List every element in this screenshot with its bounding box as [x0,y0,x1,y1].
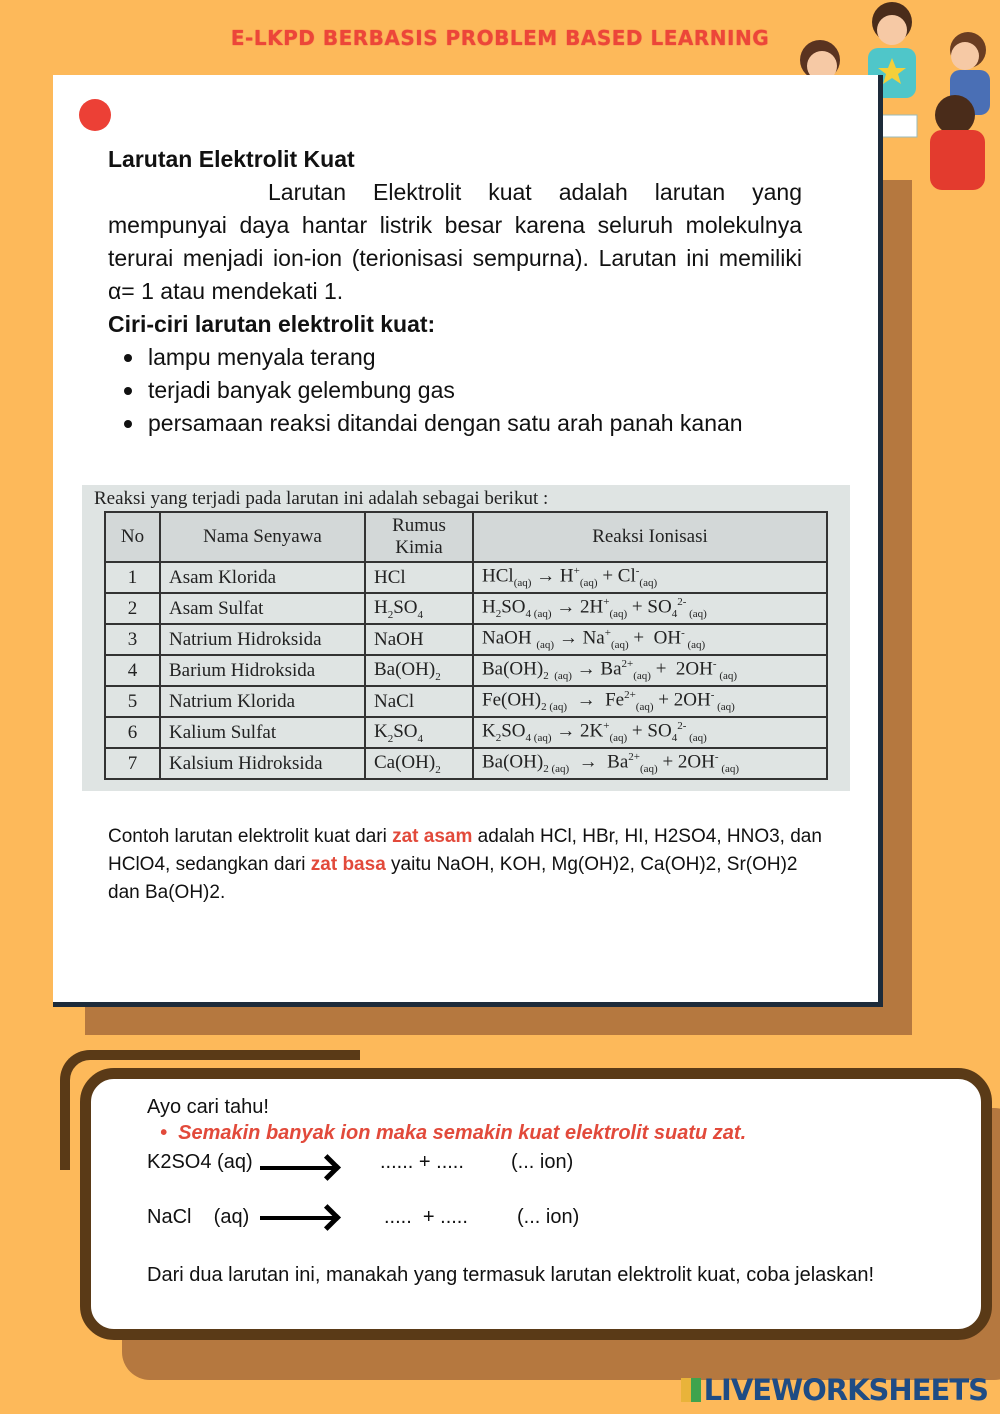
formula-part: 2 [387,608,394,621]
compound-name: Barium Hidroksida [160,655,365,686]
examples-paragraph [108,823,828,907]
features-title: Ciri-ciri larutan elektrolit kuat: [108,311,436,337]
formula-part: (aq) [633,670,651,683]
formula-part: SO [393,720,418,742]
formula-part: (aq) [716,670,738,683]
formula-part: 4 [671,608,678,621]
compound-name: Natrium Klorida [160,686,365,717]
formula-part: NaOH [482,627,537,649]
formula-part: → H [531,565,574,587]
red-dot-decoration [79,99,111,131]
header-reaction: Reaksi Ionisasi [473,512,827,562]
table-row [105,593,827,624]
features-list [122,341,802,440]
liveworksheets-logo [681,1373,988,1407]
table-row [105,624,827,655]
examples-text: yaitu NaOH, KOH, Mg(OH)2, Ca(OH)2, Sr(OH)2 dan Ba(OH)2. [108,854,798,903]
formula-part: 2+ [624,689,636,702]
table-row [105,717,827,748]
formula-part: (aq) [718,763,740,776]
formula-part: + [603,720,610,733]
examples-text: Contoh larutan elektrolit kuat dari [108,826,393,847]
formula-part: (aq) [684,639,706,652]
content-text [108,143,802,440]
formula-part: + [603,596,610,609]
formula-part: 2- [677,720,687,733]
table-row [105,655,827,686]
compound-name: Kalium Sulfat [160,717,365,748]
formula-part: (aq) [639,577,658,590]
formula-part: → Ba [571,658,622,680]
formula-part: 4 (aq) [525,608,552,621]
formula-part: 2 (aq) [543,763,570,776]
formula-part: - [681,627,685,640]
chemical-formula [365,562,473,593]
acid-highlight: zat asam [392,826,473,847]
worksheet-header-title: E-LKPD BERBASIS PROBLEM BASED LEARNING [230,26,770,50]
chemical-formula [365,748,473,779]
table-row [105,562,827,593]
formula-part: (aq) [609,732,628,745]
formula-part: - [712,658,717,671]
formula-part: (aq) [536,639,555,652]
formula-part: + Cl [597,565,636,587]
compound-name: Kalsium Hidroksida [160,748,365,779]
chemical-formula [365,624,473,655]
formula-part: → 2K [551,720,604,742]
formula-part: 2 [435,763,441,776]
formula-part: 2+ [628,751,640,764]
formula-part: 2 [435,670,441,683]
formula-part: + [604,627,611,640]
formula-part: 2+ [621,658,634,671]
row-number: 3 [105,624,160,655]
row-number: 1 [105,562,160,593]
formula-part: + 2OH [653,689,711,711]
row-number: 6 [105,717,160,748]
eq2-products-blank[interactable]: ..... + ..... [384,1206,468,1228]
formula-part: 4 (aq) [525,732,552,745]
compound-name: Asam Klorida [160,562,365,593]
formula-part: + SO [627,596,672,618]
ionization-reaction [473,593,827,624]
ionization-reaction [473,655,827,686]
formula-part: SO [501,720,526,742]
formula-part: 2 (aq) [543,670,572,683]
formula-part: Ba(OH) [374,658,436,680]
eq1-reactant: K2SO4 (aq) [147,1151,253,1173]
row-number: 5 [105,686,160,717]
feature-item: persamaan reaksi ditandai dengan satu arah panah kanan [122,407,802,440]
formula-part: → 2H [551,596,604,618]
formula-part: 2- [677,596,687,609]
ionization-reaction [473,748,827,779]
formula-part: (aq) [714,701,735,714]
compound-name: Natrium Hidroksida [160,624,365,655]
row-number: 4 [105,655,160,686]
formula-part: HCl [374,566,406,588]
base-highlight: zat basa [310,854,386,875]
formula-part: 2 (aq) [541,701,568,714]
formula-part: (aq) [513,577,532,590]
formula-part: K [374,720,388,742]
definition-paragraph: Larutan Elektrolit kuat adalah larutan yang mempunyai daya hantar listrik besar karena seluruh molekulnya terurai menjadi ion-ion (terionisasi sempurna). Larutan ini memiliki α= 1 atau mendekati 1. [108,179,802,304]
formula-part: - [710,689,715,702]
formula-part: - [635,565,640,578]
formula-part: + [573,565,580,578]
formula-part: + OH [628,627,682,649]
formula-part: - [714,751,719,764]
formula-part: H [482,596,496,618]
formula-part: + 2OH [657,751,715,773]
formula-part: H [374,596,388,618]
formula-part: → Na [554,627,605,649]
formula-part: (aq) [635,701,654,714]
header-formula: Rumus Kimia [365,512,473,562]
ionization-reaction [473,686,827,717]
ionization-reaction [473,717,827,748]
row-number: 2 [105,593,160,624]
formula-part: Ba(OH) [482,658,544,680]
chemical-formula [365,717,473,748]
formula-part: (aq) [640,763,658,776]
right-arrow-icon [260,1216,335,1220]
eq2-ion-count-blank[interactable]: (... ion) [517,1206,580,1228]
formula-part: 2 [495,732,502,745]
feature-item: lampu menyala terang [122,341,802,374]
row-number: 7 [105,748,160,779]
formula-part: 2 [495,608,502,621]
formula-part: Ca(OH) [374,751,436,773]
formula-part: (aq) [686,732,707,745]
eq2-reactant: NaCl (aq) [147,1206,250,1228]
formula-part: + 2OH [650,658,713,680]
formula-part: SO [501,596,526,618]
section-title: Larutan Elektrolit Kuat [108,146,355,172]
formula-part: (aq) [610,639,629,652]
activity-title: Ayo cari tahu! [147,1096,269,1118]
formula-part: 4 [671,732,678,745]
formula-part: → Ba [569,751,629,773]
formula-part: NaOH [374,628,424,650]
header-no: No [105,512,160,562]
logo-icon [681,1378,701,1402]
formula-part: 4 [417,732,424,745]
formula-part: Ba(OH) [482,751,544,773]
feature-item: terjadi banyak gelembung gas [122,374,802,407]
formula-part: NaCl [374,690,415,712]
formula-part: + SO [627,720,672,742]
ionization-table-figure [82,485,850,791]
formula-part: (aq) [579,577,598,590]
examples-text: adalah HCl, HBr, HI, H2SO4, HNO3, dan HClO4, sedangkan dari [108,826,822,875]
formula-part: SO [393,596,418,618]
formula-part: → Fe [567,689,625,711]
table-caption: Reaksi yang terjadi pada larutan ini adalah sebagai berikut : [94,488,549,509]
formula-part: (aq) [609,608,628,621]
activity-hint: • Semakin banyak ion maka semakin kuat elektrolit suatu zat. [160,1122,747,1144]
chemical-formula [365,593,473,624]
formula-part: (aq) [686,608,707,621]
formula-part: Fe(OH) [482,689,542,711]
table-row [105,748,827,779]
header-name: Nama Senyawa [160,512,365,562]
ionization-reaction [473,624,827,655]
formula-part: K [482,720,496,742]
table-row [105,686,827,717]
activity-question: Dari dua larutan ini, manakah yang termasuk larutan elektrolit kuat, coba jelaskan! [147,1264,875,1286]
formula-part: HCl [482,565,514,587]
chemical-formula [365,655,473,686]
hint-text: Semakin banyak ion maka semakin kuat elektrolit suatu zat. [178,1122,747,1144]
compound-name: Asam Sulfat [160,593,365,624]
eq1-products-blank[interactable]: ...... + ..... [380,1151,464,1173]
chemical-formula [365,686,473,717]
right-arrow-icon [260,1166,335,1170]
ionization-table [104,511,828,780]
formula-part: 4 [417,608,424,621]
eq1-ion-count-blank[interactable]: (... ion) [511,1151,574,1173]
logo-text: LIVEWORKSHEETS [703,1373,988,1407]
ionization-reaction [473,562,827,593]
formula-part: 2 [387,732,394,745]
